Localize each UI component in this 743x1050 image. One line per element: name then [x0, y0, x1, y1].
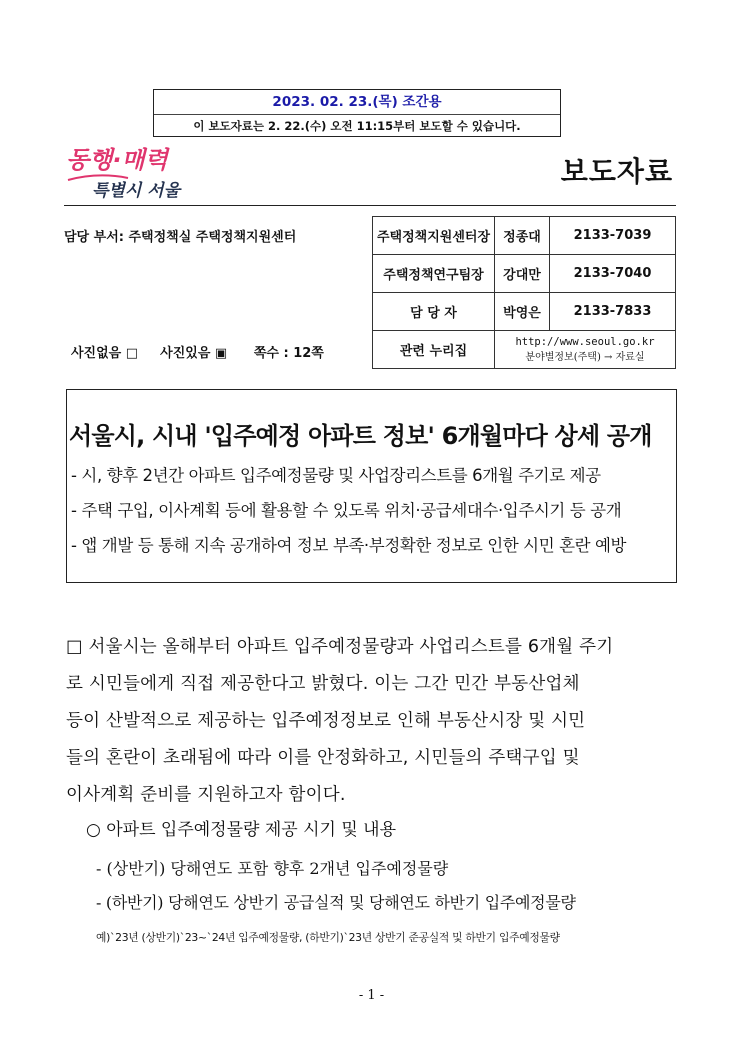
- headline-subtitle: - 주택 구입, 이사계획 등에 활용할 수 있도록 위치·공급세대수·입주시기 등 공개: [71, 501, 622, 520]
- body-line: 이사계획 준비를 지원하고자 함이다.: [66, 785, 346, 805]
- table-row: [373, 331, 676, 369]
- related-site-path: 분야별정보(주택) → 자료실: [525, 352, 645, 363]
- press-release-label: 보도자료: [560, 155, 673, 188]
- contact-name: 박영은: [495, 293, 550, 331]
- no-photo-checkbox: 사진없음 □: [71, 346, 139, 361]
- contact-name: 강대만: [495, 255, 550, 293]
- bullet-heading: ○ 아파트 입주예정물량 제공 시기 및 내용: [86, 820, 397, 840]
- table-row: [373, 217, 676, 255]
- headline-title: 서울시, 시내 '입주예정 아파트 정보' 6개월마다 상세 공개: [69, 422, 652, 450]
- contact-name: 정종대: [495, 217, 550, 255]
- related-site-url[interactable]: http://www.seoul.go.kr: [515, 336, 655, 348]
- body-line: 로 시민들에게 직접 제공한다고 밝혔다. 이는 그간 민간 부동산업체: [66, 674, 580, 694]
- page-number: - 1 -: [358, 988, 385, 1003]
- embargo-notice: 이 보도자료는 2. 22.(수) 오전 11:15부터 보도할 수 있습니다.: [193, 119, 521, 133]
- example-note: 예)`23년 (상반기)`23~`24년 입주예정물량, (하반기)`23년 상반기 준공실적 및 하반기 입주예정물량: [96, 931, 560, 944]
- contact-phone: 2133-7833: [550, 293, 676, 331]
- contact-phone: 2133-7040: [550, 255, 676, 293]
- photo-info: [71, 342, 328, 361]
- embargo-box: [153, 89, 561, 137]
- contact-table: [372, 216, 676, 369]
- contact-phone: 2133-7039: [550, 217, 676, 255]
- headline-subtitle: - 앱 개발 등 통해 지속 공개하여 정보 부족·부정확한 정보로 인한 시민 혼란 예방: [71, 536, 627, 555]
- embargo-date: 2023. 02. 23.(목) 조간용: [154, 90, 560, 115]
- contact-unit: 담 당 자: [373, 293, 495, 331]
- seoul-logo: [62, 140, 212, 206]
- page-count: 쪽수 : 12쪽: [253, 346, 324, 361]
- body-line: □ 서울시는 올해부터 아파트 입주예정물량과 사업리스트를 6개월 주기: [66, 637, 614, 657]
- has-photo-checkbox: 사진있음 ▣: [160, 346, 228, 361]
- dash-item: - (상반기) 당해연도 포함 향후 2개년 입주예정물량: [96, 859, 449, 878]
- contact-unit: 주택정책지원센터장: [373, 217, 495, 255]
- related-site-cell: [495, 331, 676, 369]
- body-line: 등이 산발적으로 제공하는 입주예정정보로 인해 부동산시장 및 시민: [66, 711, 586, 731]
- header-divider: [64, 205, 676, 206]
- table-row: [373, 293, 676, 331]
- related-site-label: 관련 누리집: [373, 331, 495, 369]
- department: 담당 부서: 주택정책실 주택정책지원센터: [64, 230, 297, 245]
- dash-item: - (하반기) 당해연도 상반기 공급실적 및 당해연도 하반기 입주예정물량: [96, 893, 576, 912]
- svg-text:동행·매력: 동행·매력: [66, 146, 168, 174]
- headline-subtitle: - 시, 향후 2년간 아파트 입주예정물량 및 사업장리스트를 6개월 주기로 제공: [71, 466, 601, 485]
- contact-unit: 주택정책연구팀장: [373, 255, 495, 293]
- body-line: 들의 혼란이 초래됨에 따라 이를 안정화하고, 시민들의 주택구입 및: [66, 748, 580, 768]
- table-row: [373, 255, 676, 293]
- svg-text:특별시 서울: 특별시 서울: [92, 181, 181, 201]
